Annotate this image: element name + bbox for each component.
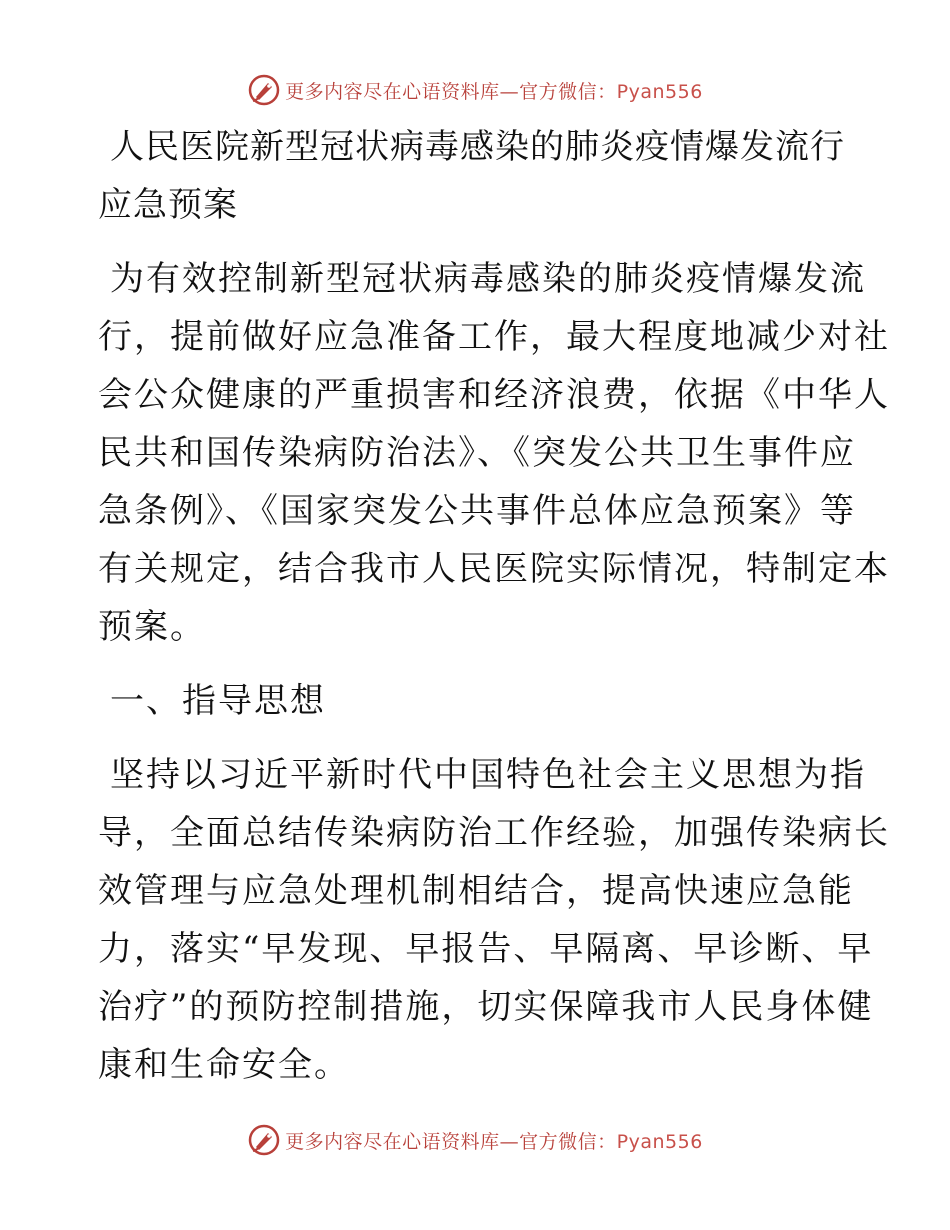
section-heading: [98, 672, 850, 730]
paragraph-line: 有关规定，结合我市人民医院实际情况，特制定本: [98, 549, 890, 589]
title-line: 应急预案: [98, 185, 238, 225]
banner-text: 更多内容尽在心语资料库—官方微信：Pyan556: [285, 1130, 703, 1153]
header-banner: [0, 70, 950, 110]
heading-line: 一、指导思想: [110, 681, 326, 721]
pen-nib-logo-icon: [247, 1123, 281, 1157]
paragraph-line: 为有效控制新型冠状病毒感染的肺炎疫情爆发流: [110, 259, 866, 299]
paragraph-line: 力，落实“早发现、早报告、早隔离、早诊断、早: [98, 929, 874, 969]
paragraph-line: 预案。: [98, 607, 206, 647]
title-line: 人民医院新型冠状病毒感染的肺炎疫情爆发流行: [110, 127, 845, 167]
footer-banner: [0, 1120, 950, 1160]
document-body: [98, 118, 890, 1110]
paragraph-line: 效管理与应急处理机制相结合，提高快速应急能: [98, 871, 854, 911]
banner-text: 更多内容尽在心语资料库—官方微信：Pyan556: [285, 80, 703, 103]
section1-paragraph: [98, 746, 890, 1094]
pen-nib-logo-icon: [247, 73, 281, 107]
paragraph-line: 坚持以习近平新时代中国特色社会主义思想为指: [110, 755, 866, 795]
paragraph-line: 治疗”的预防控制措施，切实保障我市人民身体健: [98, 987, 874, 1027]
paragraph-line: 康和生命安全。: [98, 1045, 350, 1085]
wechat-id: Pyan556: [616, 80, 703, 103]
paragraph-line: 会公众健康的严重损害和经济浪费，依据《中华人: [98, 375, 890, 415]
paragraph-line: 民共和国传染病防治法》、《突发公共卫生事件应: [98, 433, 856, 473]
wechat-id: Pyan556: [616, 1130, 703, 1153]
paragraph-line: 急条例》、《国家突发公共事件总体应急预案》等: [98, 491, 856, 531]
document-title: [98, 118, 850, 234]
paragraph-line: 导，全面总结传染病防治工作经验，加强传染病长: [98, 813, 890, 853]
paragraph-line: 行，提前做好应急准备工作，最大程度地减少对社: [98, 317, 890, 357]
intro-paragraph: [98, 250, 890, 656]
